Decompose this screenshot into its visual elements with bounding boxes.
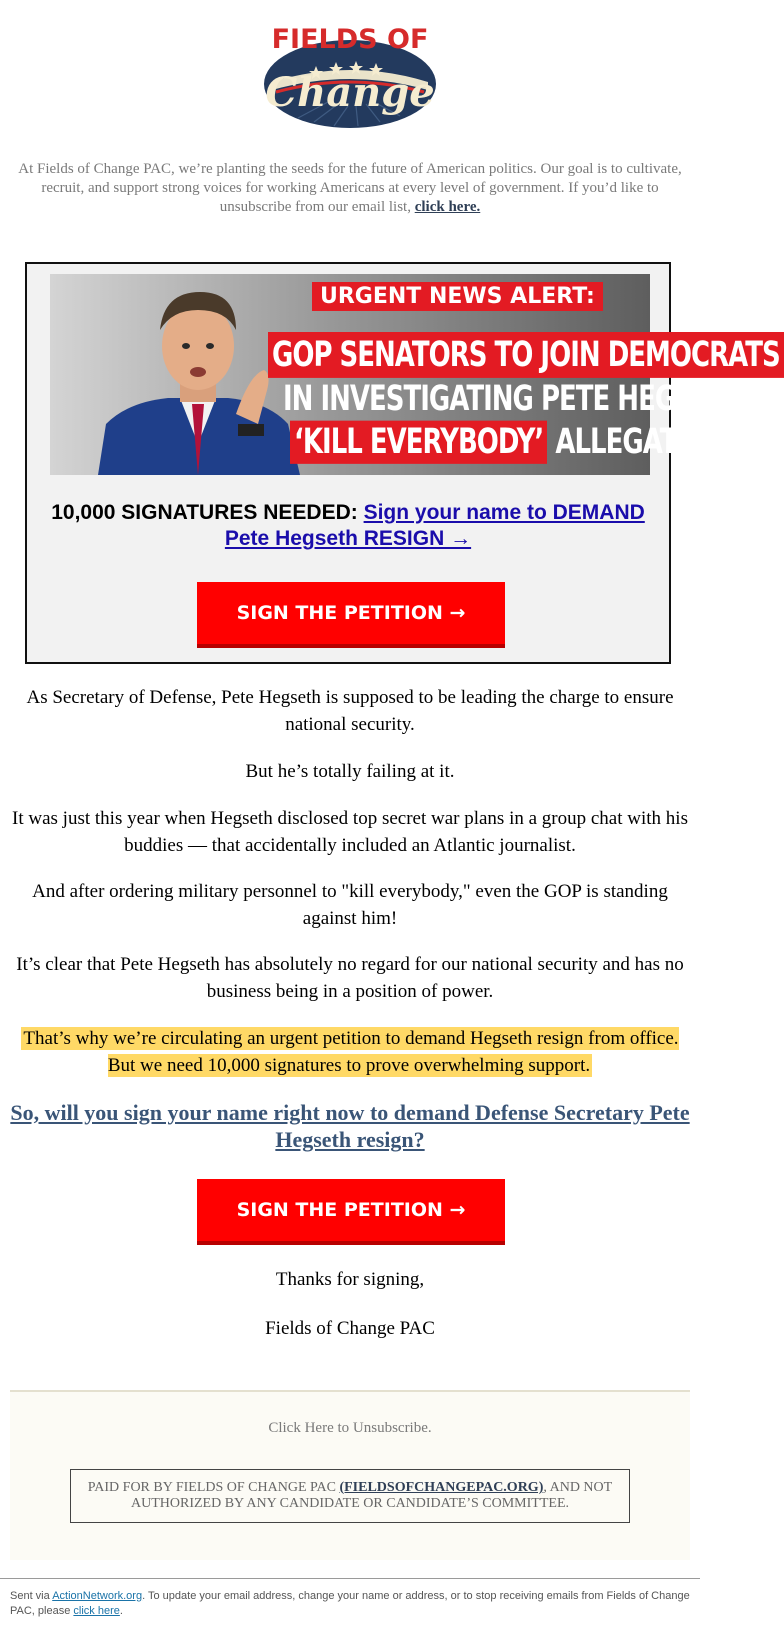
alert-banner-image[interactable] <box>50 274 780 475</box>
body-paragraph-5: It’s clear that Pete Hegseth has absolutely no regard for our national security and has no business being in a position of power. <box>16 954 684 1002</box>
sent-end: . <box>119 1605 123 1617</box>
body-paragraph-4: And after ordering military personnel to "kill everybody," even the GOP is standing against him! <box>32 881 668 929</box>
call-to-action-question <box>10 1099 690 1153</box>
intro-paragraph <box>10 160 690 217</box>
logo-line2: Change <box>265 69 435 116</box>
signoff-text: Fields of Change PAC <box>265 1318 435 1339</box>
banner-headline-4 <box>290 422 745 463</box>
banner-headline-1: URGENT NEWS ALERT: <box>312 282 603 311</box>
sign-name-question-link[interactable]: So, will you sign your name right now to demand Defense Secretary Pete Hegseth resign? <box>10 1100 690 1152</box>
thanks-text: Thanks for signing, <box>275 1269 425 1290</box>
pac-website-link[interactable]: (FIELDSOFCHANGEPAC.ORG) <box>339 1480 544 1495</box>
fields-of-change-logo <box>258 18 442 130</box>
banner-headline-4-red: ‘KILL EVERYBODY’ <box>290 421 547 464</box>
banner-headline-3: IN INVESTIGATING PETE HEGSETH <box>283 379 748 420</box>
paid-for-disclaimer <box>70 1469 630 1523</box>
stop-emails-link[interactable]: click here <box>73 1605 120 1617</box>
sign-name-link[interactable]: Sign your name to DEMAND Pete Hegseth RESIGN → <box>224 501 645 550</box>
bottom-rule <box>0 1578 700 1579</box>
sign-petition-button-top[interactable]: SIGN THE PETITION → <box>197 582 505 648</box>
body-paragraph-2: But he’s totally failing at it. <box>245 761 455 782</box>
alert-cta-text <box>27 500 669 552</box>
urgent-alert-box <box>25 262 780 664</box>
actionnetwork-link[interactable]: ActionNetwork.org <box>52 1590 143 1602</box>
intro-unsubscribe-link[interactable]: click here. <box>414 199 481 215</box>
footer-unsubscribe-link[interactable]: Click Here to Unsubscribe. <box>268 1420 432 1436</box>
banner-headline-4-rest: ALLEGATIONS <box>555 422 745 463</box>
sign-petition-button-bottom[interactable]: SIGN THE PETITION → <box>197 1179 505 1245</box>
logo-line1: FIELDS OF <box>271 24 429 55</box>
sent-pre: Sent via <box>10 1590 50 1602</box>
disclaimer-pre: PAID FOR BY FIELDS OF CHANGE PAC <box>87 1480 336 1495</box>
sent-mid: . To update your email address, change your name or address, or to stop receiving emails from Fields of Change PAC, please <box>10 1590 690 1617</box>
body-paragraph-3: It was just this year when Hegseth disclosed top secret war plans in a group chat with his buddies — that accidentally included an Atlantic journalist. <box>12 808 688 856</box>
alert-lead: 10,000 SIGNATURES NEEDED: <box>51 501 358 524</box>
disclaimer-post: , AND NOT AUTHORIZED BY ANY CANDIDATE OR CANDIDATE’S COMMITTEE. <box>131 1480 613 1511</box>
banner-headline-2: GOP SENATORS TO JOIN DEMOCRATS <box>268 332 784 378</box>
body-paragraph-6 <box>10 1025 690 1079</box>
highlighted-text: That’s why we’re circulating an urgent petition to demand Hegseth resign from office. But we need 10,000 signatures to prove overwhelming support. <box>23 1028 679 1076</box>
body-paragraph-1: As Secretary of Defense, Pete Hegseth is supposed to be leading the charge to ensure national security. <box>26 687 674 735</box>
sent-via-footer <box>10 1589 690 1619</box>
intro-text: At Fields of Change PAC, we’re planting the seeds for the future of American politics. Our goal is to cultivate, recruit, and support strong voices for working Americans at every level of government. If you’d like to unsubscribe from our email list, <box>18 161 682 215</box>
